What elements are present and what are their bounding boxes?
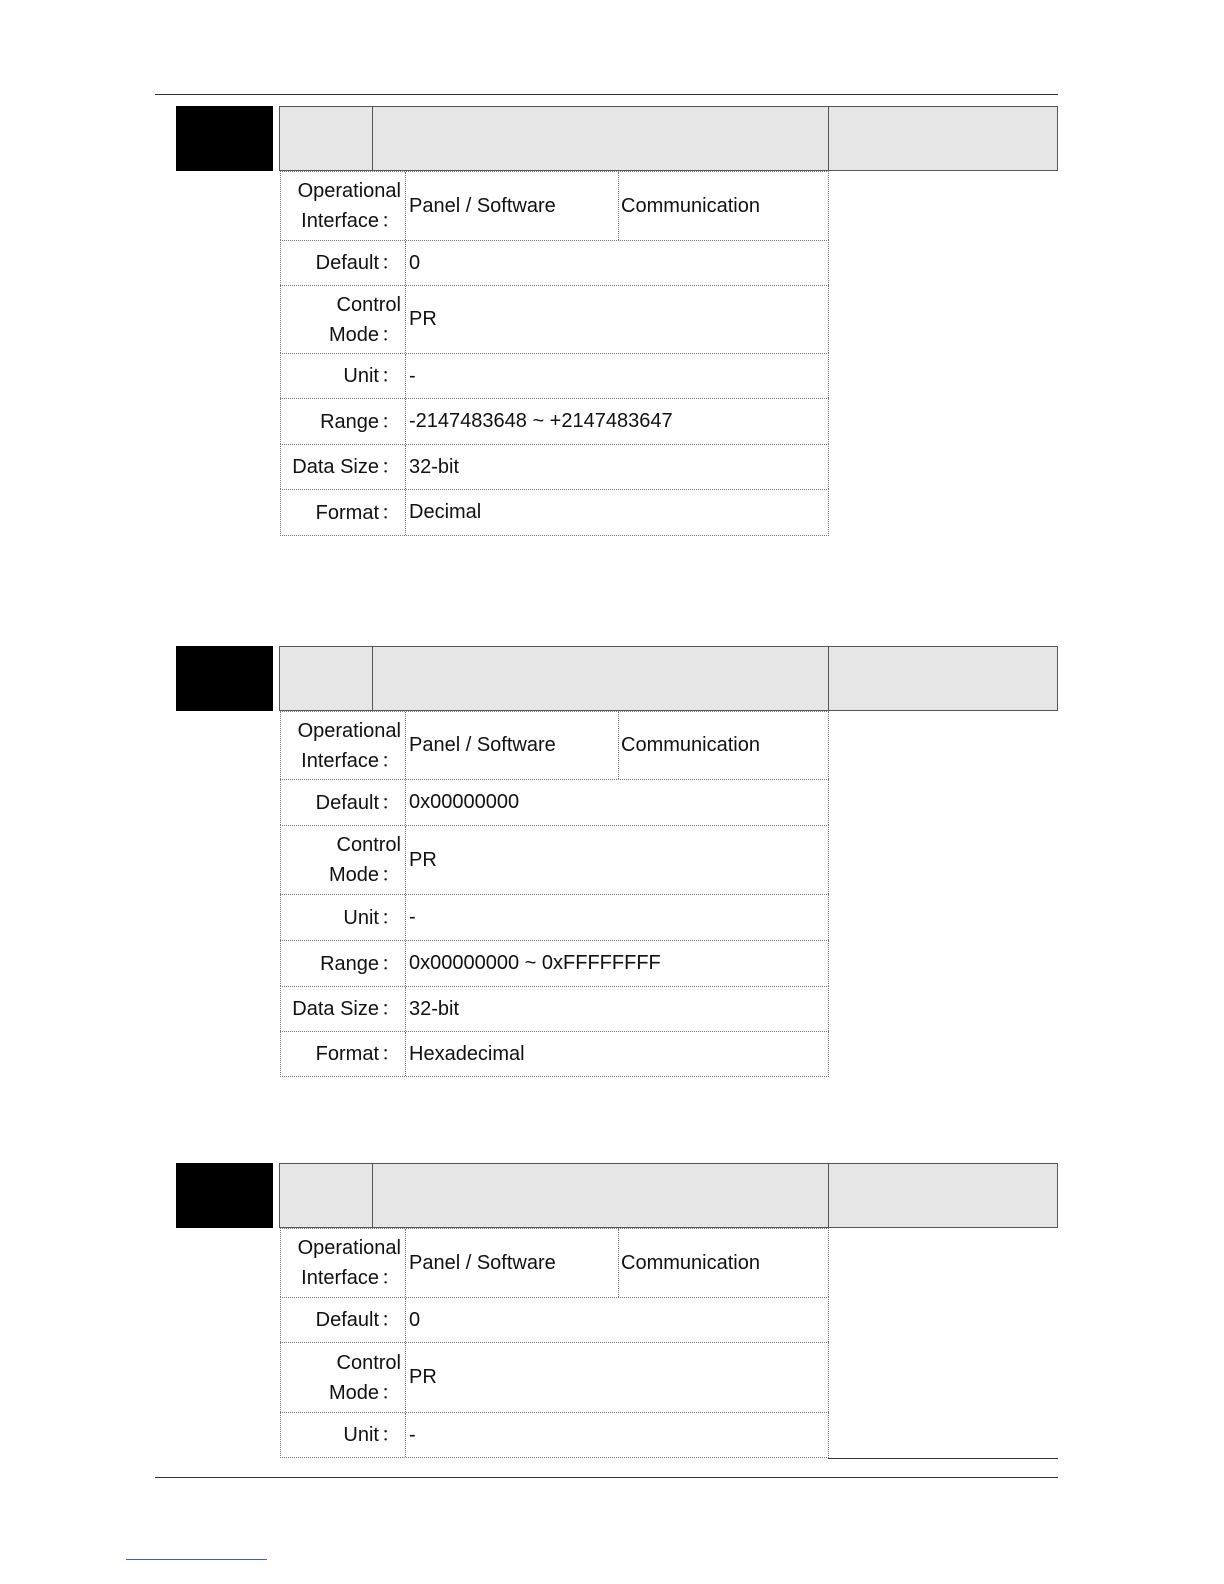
range-row: Range ： -2147483648 ~ +2147483647 [280, 398, 829, 444]
operational-value-comm: Communication [621, 1251, 760, 1274]
format-label: Format [315, 1043, 379, 1065]
param-name-cell [372, 106, 829, 171]
data-size-label: Data Size [292, 998, 379, 1020]
operational-label-line1: Operational [297, 719, 401, 742]
control-mode-label-line1: Control [336, 293, 401, 316]
operational-value-comm: Communication [621, 734, 760, 756]
range-value: -2147483648 ~ +2147483647 [409, 410, 673, 432]
unit-label: Unit [343, 365, 379, 387]
default-label: Default [315, 1309, 379, 1331]
data-size-label: Data Size [292, 456, 379, 478]
format-row: Format ： Decimal [280, 489, 829, 536]
data-size-value: 32-bit [409, 455, 460, 478]
header-rule [155, 94, 1058, 95]
control-mode-row: Control Mode ： PR [280, 285, 829, 353]
range-label: Range [320, 952, 379, 975]
control-mode-label-line1: Control [336, 834, 401, 856]
param-header-cell [279, 1163, 373, 1228]
default-row: Default ： 0 [280, 240, 829, 285]
operational-interface-row: Operational Interface ： Panel / Software Communication [280, 1228, 829, 1297]
param-address-cell [828, 106, 1058, 171]
footer-rule [155, 1477, 1058, 1478]
control-mode-value: PR [409, 848, 437, 871]
default-row: Default ： 0 [280, 1297, 829, 1342]
format-value: Decimal [409, 501, 482, 523]
control-mode-row: Control Mode ： PR [280, 1342, 829, 1412]
param-header-cell [279, 106, 373, 171]
format-row: Format ： Hexadecimal [280, 1031, 829, 1077]
control-mode-row: Control Mode ： PR [280, 825, 829, 894]
param-code-box [176, 1163, 273, 1228]
control-mode-label-line2: Mode [328, 323, 379, 346]
operational-label-line1: Operational [297, 1237, 401, 1259]
control-mode-label-line1: Control [336, 1351, 401, 1374]
footer-link-underline[interactable] [126, 1559, 267, 1560]
range-label: Range [320, 410, 379, 433]
unit-row: Unit ： - [280, 353, 829, 398]
range-row: Range ： 0x00000000 ~ 0xFFFFFFFF [280, 940, 829, 986]
format-value: Hexadecimal [409, 1042, 525, 1065]
unit-value: - [409, 906, 416, 928]
data-size-value: 32-bit [409, 997, 460, 1020]
param-address-cell [828, 646, 1058, 711]
operational-interface-row: Operational Interface ： Panel / Software Communication [280, 711, 829, 779]
param-name-cell [372, 1163, 829, 1228]
param-code-box [176, 106, 273, 171]
operational-value-comm: Communication [621, 194, 760, 217]
default-value: 0 [409, 251, 421, 274]
unit-label: Unit [343, 1424, 379, 1446]
unit-value: - [409, 364, 416, 387]
control-mode-label-line2: Mode [328, 1381, 379, 1404]
default-label: Default [315, 252, 379, 274]
default-value: 0 [409, 1308, 421, 1331]
operational-label-line2: Interface [301, 1267, 379, 1289]
default-label: Default [315, 791, 379, 814]
unit-row: Unit ： - [280, 894, 829, 940]
data-size-row: Data Size ： 32-bit [280, 986, 829, 1031]
unit-row: Unit ： - [280, 1412, 829, 1458]
operational-value-panel: Panel / Software [409, 194, 556, 217]
operational-value-panel: Panel / Software [409, 1251, 556, 1274]
operational-interface-row: Operational Interface ： Panel / Software Communication [280, 171, 829, 240]
format-label: Format [315, 501, 379, 524]
param-code-box [176, 646, 273, 711]
operational-label-line2: Interface [301, 749, 379, 772]
param-address-cell [828, 1163, 1058, 1228]
unit-label: Unit [343, 906, 379, 929]
default-row: Default ： 0x00000000 [280, 779, 829, 825]
side-column-bottom-rule [828, 1458, 1058, 1459]
operational-label-line1: Operational [297, 180, 401, 202]
param-name-cell [372, 646, 829, 711]
control-mode-value: PR [409, 1366, 437, 1388]
default-value: 0x00000000 [409, 791, 520, 813]
control-mode-value: PR [409, 308, 437, 330]
data-size-row: Data Size ： 32-bit [280, 444, 829, 489]
operational-value-panel: Panel / Software [409, 734, 556, 756]
param-header-cell [279, 646, 373, 711]
control-mode-label-line2: Mode [328, 864, 379, 886]
operational-label-line2: Interface [301, 210, 379, 232]
range-value: 0x00000000 ~ 0xFFFFFFFF [409, 952, 661, 974]
unit-value: - [409, 1423, 416, 1446]
